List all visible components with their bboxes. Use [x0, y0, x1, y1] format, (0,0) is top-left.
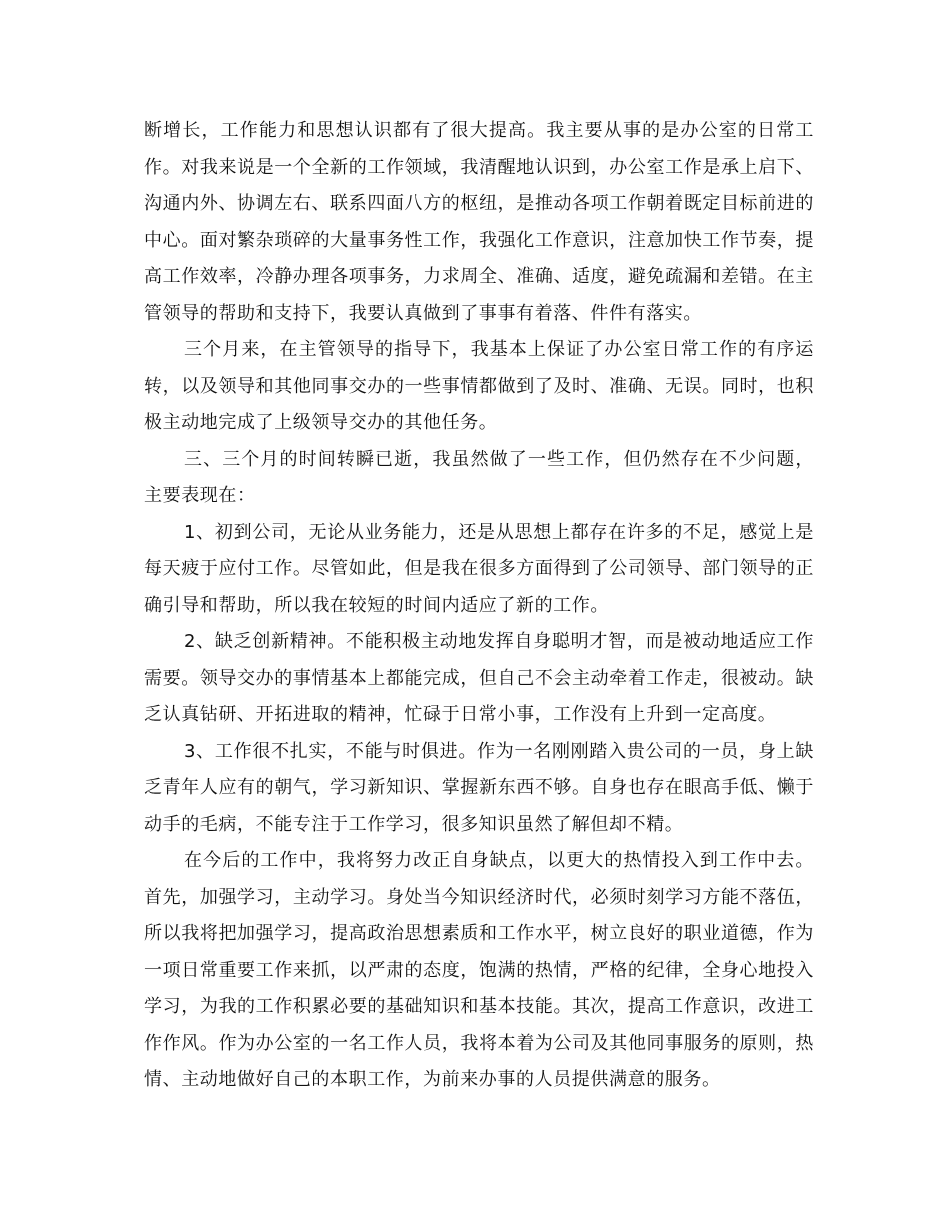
paragraph-6: 3、工作很不扎实，不能与时俱进。作为一名刚刚踏入贵公司的一员，身上缺乏青年人应有的朝气，学习新知识、掌握新东西不够。自身也存在眼高手低、懒于动手的毛病，不能专注于工作学习，很多知识虽然了解但却不精。: [144, 740, 814, 835]
paragraph-4: 1、初到公司，无论从业务能力，还是从思想上都存在许多的不足，感觉上是每天疲于应付工作。尽管如此，但是我在很多方面得到了公司领导、部门领导的正确引导和帮助，所以我在较短的时间内适应了新的工作。: [144, 521, 814, 616]
paragraph-7: 在今后的工作中，我将努力改正自身缺点，以更大的热情投入到工作中去。首先，加强学习，主动学习。身处当今知识经济时代，必须时刻学习方能不落伍，所以我将把加强学习，提高政治思想素质和工作水平，树立良好的职业道德，作为一项日常重要工作来抓，以严肃的态度，饱满的热情，严格的纪律，全身心地投入学习，为我的工作积累必要的基础知识和基本技能。其次，提高工作意识，改进工作作风。作为办公室的一名工作人员，我将本着为公司及其他同事服务的原则，热情、主动地做好自己的本职工作，为前来办事的人员提供满意的服务。: [144, 850, 814, 1090]
paragraph-3: 三、三个月的时间转瞬已逝，我虽然做了一些工作，但仍然存在不少问题，主要表现在：: [144, 448, 814, 506]
paragraph-1: 断增长，工作能力和思想认识都有了很大提高。我主要从事的是办公室的日常工作。对我来说是一个全新的工作领域，我清醒地认识到，办公室工作是承上启下、沟通内外、协调左右、联系四面八方的枢纽，是推动各项工作朝着既定目标前进的中心。面对繁杂琐碎的大量事务性工作，我强化工作意识，注意加快工作节奏，提高工作效率，冷静办理各项事务，力求周全、准确、适度，避免疏漏和差错。在主管领导的帮助和支持下，我要认真做到了事事有着落、件件有落实。: [144, 120, 814, 324]
document-body: [144, 113, 814, 1099]
paragraph-2: 三个月来，在主管领导的指导下，我基本上保证了办公室日常工作的有序运转，以及领导和其他同事交办的一些事情都做到了及时、准确、无误。同时，也积极主动地完成了上级领导交办的其他任务。: [144, 339, 814, 433]
paragraph-5: 2、缺乏创新精神。不能积极主动地发挥自身聪明才智，而是被动地适应工作需要。领导交办的事情基本上都能完成，但自己不会主动牵着工作走，很被动。缺乏认真钻研、开拓进取的精神，忙碌于日常小事，工作没有上升到一定高度。: [144, 631, 814, 725]
